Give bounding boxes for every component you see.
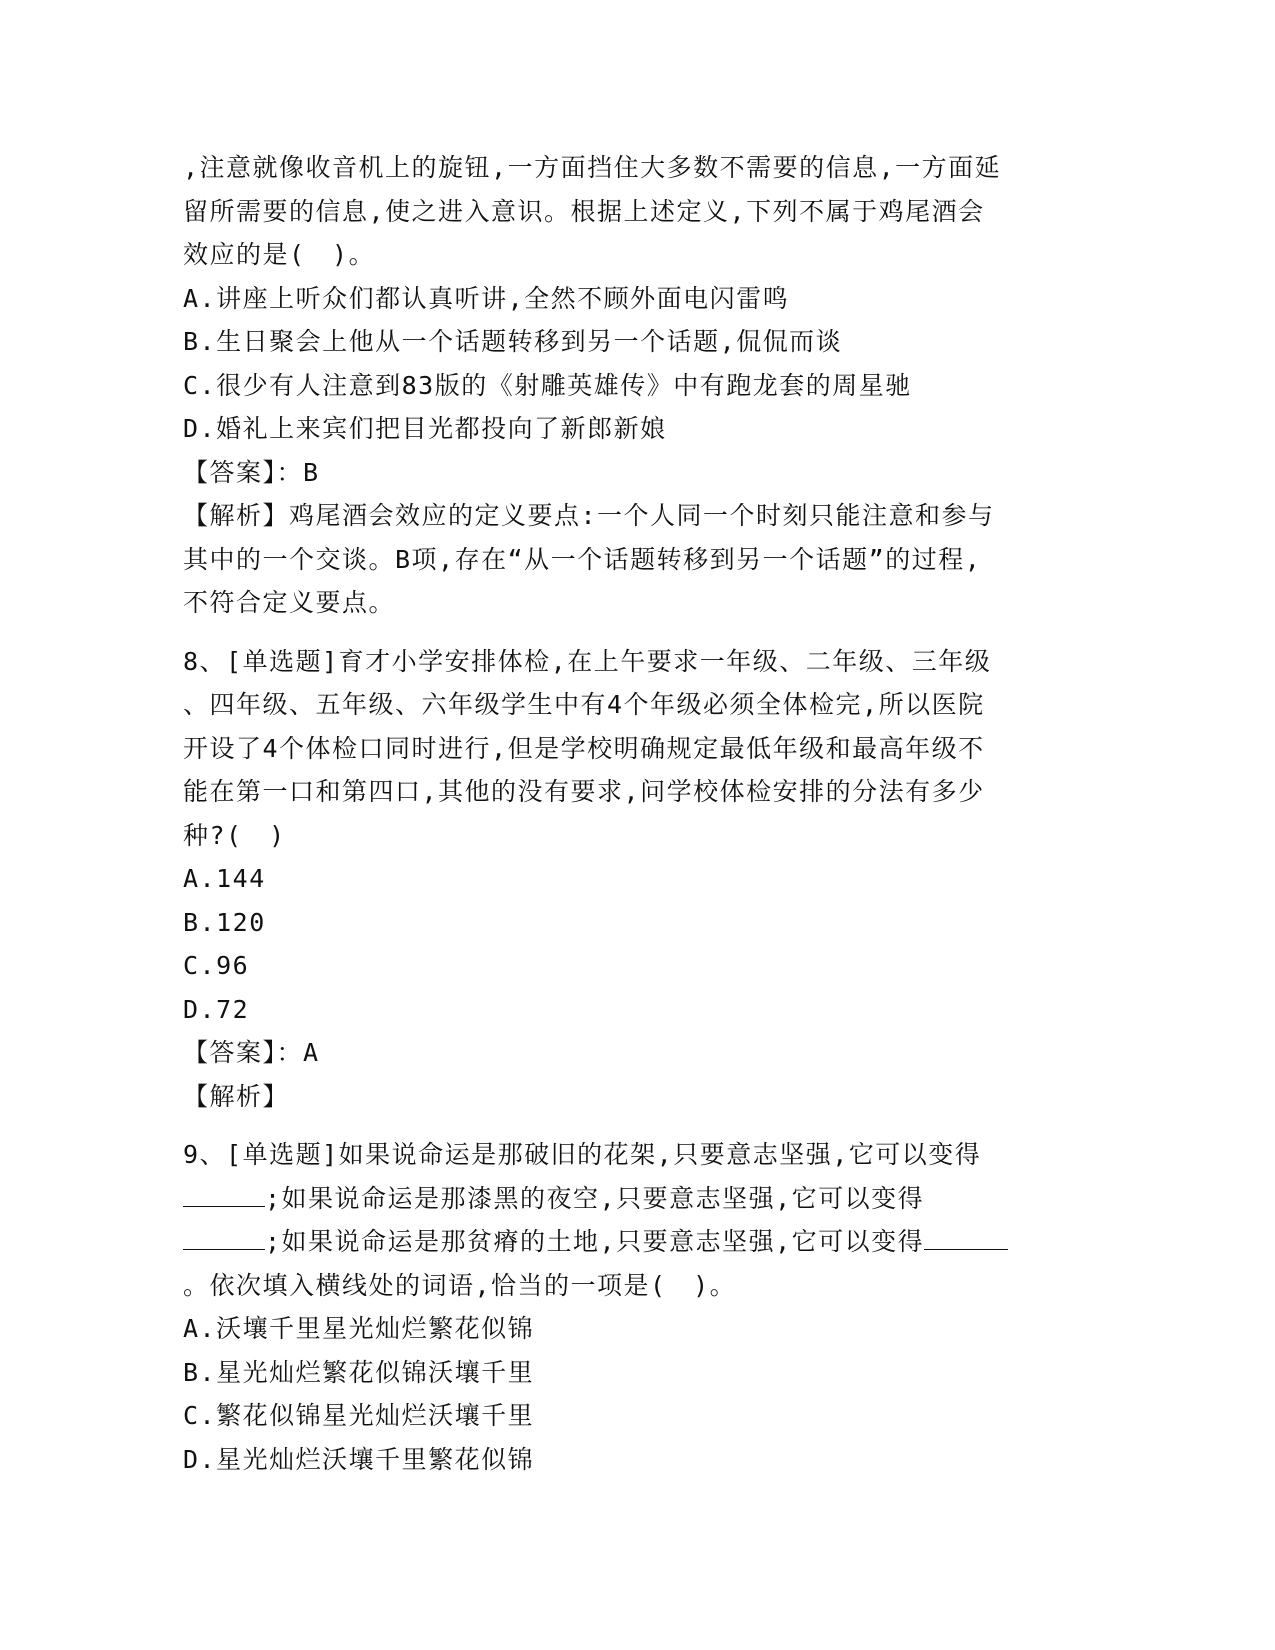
option-d: D.星光灿烂沃壤千里繁花似锦 — [183, 1444, 535, 1474]
question-7 — [183, 146, 1083, 625]
question-9 — [183, 1133, 1083, 1481]
option-c: C.繁花似锦星光灿烂沃壤千里 — [183, 1401, 535, 1430]
analysis-line: 【解析】鸡尾酒会效应的定义要点:一个人同一个时刻只能注意和参与 — [183, 501, 995, 530]
option-c: C.很少有人注意到83版的《射雕英雄传》中有跑龙套的周星驰 — [183, 370, 912, 400]
question-stem-line: 8、[单选题]育才小学安排体检,在上午要求一年级、二年级、三年级 — [183, 646, 992, 676]
question-stem-line: 。依次填入横线处的词语,恰当的一项是( )。 — [183, 1270, 737, 1300]
fill-blank — [924, 1227, 1008, 1250]
question-8 — [183, 640, 1083, 1119]
option-a: A.讲座上听众们都认真听讲,全然不顾外面电闪雷鸣 — [183, 283, 790, 313]
analysis-line: 不符合定义要点。 — [183, 588, 396, 617]
analysis-line: 【解析】 — [183, 1081, 290, 1111]
option-c: C.96 — [183, 951, 250, 980]
analysis-line: 其中的一个交谈。B项,存在“从一个话题转移到另一个话题”的过程, — [183, 544, 982, 574]
document-page — [183, 146, 1083, 1481]
answer-line: 【答案】：B — [183, 457, 320, 487]
question-stem-line: ,注意就像收音机上的旋钮,一方面挡住大多数不需要的信息,一方面延 — [183, 153, 1002, 182]
question-stem-line: 、四年级、五年级、六年级学生中有4个年级必须全体检完,所以医院 — [183, 690, 985, 719]
question-stem-line: 9、[单选题]如果说命运是那破旧的花架,只要意志坚强,它可以变得 — [183, 1140, 982, 1169]
question-stem-line: 留所需要的信息,使之进入意识。根据上述定义,下列不属于鸡尾酒会 — [183, 196, 985, 226]
question-stem-line: 效应的是( )。 — [183, 240, 376, 269]
option-b: B.120 — [183, 907, 266, 937]
question-stem-line: 开设了4个体检口同时进行,但是学校明确规定最低年级和最高年级不 — [183, 733, 985, 763]
option-d: D.72 — [183, 994, 250, 1024]
question-stem-line — [183, 1220, 1083, 1264]
question-stem-text: ;如果说命运是那漆黑的夜空,只要意志坚强,它可以变得 — [265, 1183, 925, 1213]
fill-blank — [183, 1184, 265, 1207]
option-a: A.144 — [183, 864, 266, 893]
question-stem-line — [183, 1177, 1083, 1221]
question-stem-line: 能在第一口和第四口,其他的没有要求,问学校体检安排的分法有多少 — [183, 777, 985, 806]
answer-line: 【答案】：A — [183, 1038, 320, 1067]
option-a: A.沃壤千里星光灿烂繁花似锦 — [183, 1314, 535, 1343]
option-b: B.生日聚会上他从一个话题转移到另一个话题,侃侃而谈 — [183, 327, 843, 356]
option-d: D.婚礼上来宾们把目光都投向了新郎新娘 — [183, 414, 667, 443]
fill-blank — [183, 1227, 265, 1250]
option-b: B.星光灿烂繁花似锦沃壤千里 — [183, 1357, 535, 1387]
question-stem-text: ;如果说命运是那贫瘠的土地,只要意志坚强,它可以变得 — [265, 1227, 925, 1256]
question-stem-line: 种?( ) — [183, 820, 286, 850]
